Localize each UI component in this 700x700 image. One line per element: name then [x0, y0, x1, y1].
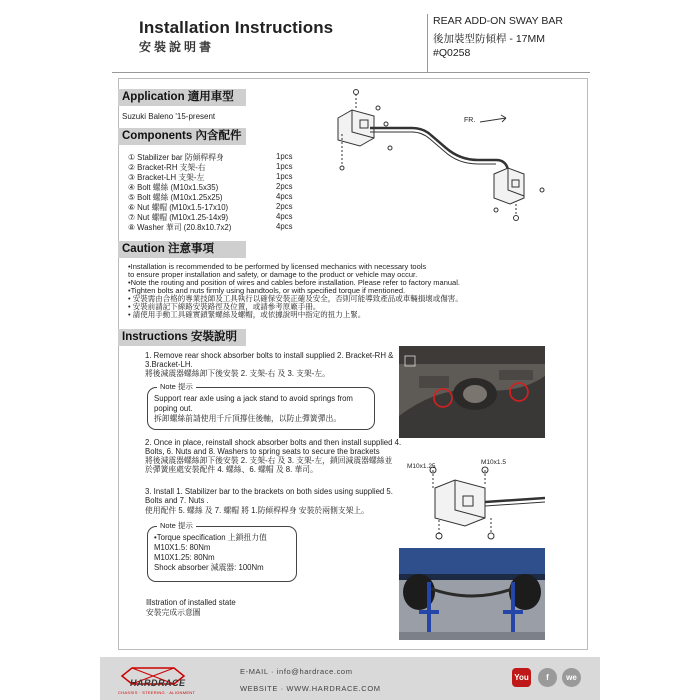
illustration-caption: Illstration of installed state — [146, 598, 236, 607]
website-link[interactable]: WEBSITE · WWW.HARDRACE.COM — [240, 684, 381, 693]
component-item: ④ Bolt 螺絲 (M10x1.5x35) — [128, 183, 219, 192]
step-line: 3.Bracket-LH. — [145, 360, 193, 369]
product-name: REAR ADD-ON SWAY BAR — [433, 15, 563, 27]
step-line: 使用配件 5. 螺絲 及 7. 螺帽 將 1.防傾桿桿身 安裝於兩側支架上。 — [145, 506, 369, 515]
component-qty: 4pcs — [276, 212, 293, 221]
product-code: #Q0258 — [433, 47, 471, 59]
step-line: Bolts, 6. Nuts and 8. Washers to spring seats to secure the brackets — [145, 447, 380, 456]
installed-state-photo — [399, 548, 545, 640]
bolt-size-label: M10x1.25 — [407, 463, 436, 470]
component-qty: 1pcs — [276, 152, 293, 161]
application-heading: Application 適用車型 — [118, 89, 246, 106]
product-name-cn: 後加裝型防傾桿 - 17MM — [433, 33, 546, 45]
caution-line: to ensure proper installation and safety, or damage to the product or vehicle may occur. — [128, 270, 418, 279]
step-line: 於彈簧座處安裝配件 4. 螺絲、6. 螺帽 及 8. 華司。 — [145, 465, 318, 474]
document-title-cn: 安裝說明書 — [139, 40, 215, 54]
step-line: 3. Install 1. Stabilizer bar to the brackets on both sides using supplied 5. — [145, 487, 393, 496]
component-qty: 4pcs — [276, 222, 293, 231]
component-qty: 1pcs — [276, 162, 293, 171]
note-line: M10X1.25: 80Nm — [154, 553, 215, 562]
note-line: Support rear axle using a jack stand to avoid springs from — [154, 394, 353, 403]
document-title: Installation Instructions — [139, 18, 334, 37]
brand-name: HARDRACE — [130, 678, 186, 688]
components-heading: Components 內含配件 — [118, 128, 246, 145]
brand-tagline: CHASSIS · STEERING · ALIGNMENT — [118, 690, 196, 695]
header-divider — [427, 14, 428, 72]
email-contact[interactable]: E-MAIL · info@hardrace.com — [240, 667, 353, 676]
caution-line: • 安裝需由合格的專業技師及工具執行以確保安裝正確及安全，否則可能導致產品或車輛損壞或傷害。 — [128, 294, 463, 303]
youtube-icon[interactable]: You — [512, 668, 531, 687]
step-line: Bolts and 7. Nuts . — [145, 496, 209, 505]
note-line: Shock absorber 減震器: 100Nm — [154, 563, 264, 572]
component-qty: 2pcs — [276, 182, 293, 191]
bolt-size-label: M10x1.5 — [481, 459, 506, 466]
component-item: ⑧ Washer 華司 (20.8x10.7x2) — [128, 223, 232, 232]
note-tag: Note 提示 — [157, 381, 196, 392]
rear-axle-photo — [399, 346, 545, 438]
component-item: ⑥ Nut 螺帽 (M10x1.5-17x10) — [128, 203, 229, 212]
caution-line: •Note the routing and position of wires and cables before installation. Please refer to factory manual. — [128, 278, 460, 287]
component-item: ⑤ Bolt 螺絲 (M10x1.25x25) — [128, 193, 223, 202]
caution-line: • 請使用手動工具確實鎖緊螺絲及螺帽，或依據說明中指定的扭力上緊。 — [128, 310, 366, 319]
caution-line: • 安裝前請記下線路安裝路徑及位置，或請參考原廠手冊。 — [128, 302, 321, 311]
step-line: 將後減震器螺絲卸下後安裝 2. 支架-右 及 3. 支架-左，鎖回減震器螺絲並 — [145, 456, 393, 465]
component-item: ⑦ Nut 螺帽 (M10x1.25-14x9) — [128, 213, 229, 222]
header-rule — [112, 72, 590, 73]
illustration-caption-cn: 安裝完成示意圖 — [146, 608, 201, 617]
wechat-icon[interactable]: we — [562, 668, 581, 687]
caution-line: •Installation is recommended to be performed by licensed mechanics with necessary tools — [128, 262, 427, 271]
note-line: 拆卸螺絲前請使用千斤頂撐住後軸，以防止彈簧彈出。 — [154, 414, 342, 423]
step-line: 2. Once in place, reinstall shock absorber bolts and then install supplied 4. — [145, 438, 402, 447]
component-item: ③ Bracket-LH 支架-左 — [128, 173, 205, 182]
front-direction-label: FR. — [464, 117, 476, 124]
note-line: poping out. — [154, 404, 193, 413]
step-line: 將後減震器螺絲卸下後安裝 2. 支架-右 及 3. 支架-左。 — [145, 369, 330, 378]
bracket-detail-diagram — [399, 448, 545, 544]
note-line: M10X1.5: 80Nm — [154, 543, 211, 552]
note-tag: Note 提示 — [157, 520, 196, 531]
component-item: ① Stabilizer bar 防傾桿桿身 — [128, 153, 224, 162]
component-qty: 4pcs — [276, 192, 293, 201]
facebook-icon[interactable]: f — [538, 668, 557, 687]
instructions-heading: Instructions 安裝說明 — [118, 329, 246, 346]
component-qty: 1pcs — [276, 172, 293, 181]
step-line: 1. Remove rear shock absorber bolts to install supplied 2. Bracket-RH & — [145, 351, 394, 360]
sway-bar-diagram — [320, 88, 582, 228]
component-qty: 2pcs — [276, 202, 293, 211]
caution-line: •Tighten bolts and nuts firmly using handtools, or with specified torque if mentioned. — [128, 286, 406, 295]
caution-heading: Caution 注意事項 — [118, 241, 246, 258]
note-line: •Torque specification 上鎖扭力值 — [154, 533, 267, 542]
vehicle-model: Suzuki Baleno '15-present — [122, 112, 216, 121]
component-item: ② Bracket-RH 支架-右 — [128, 163, 206, 172]
